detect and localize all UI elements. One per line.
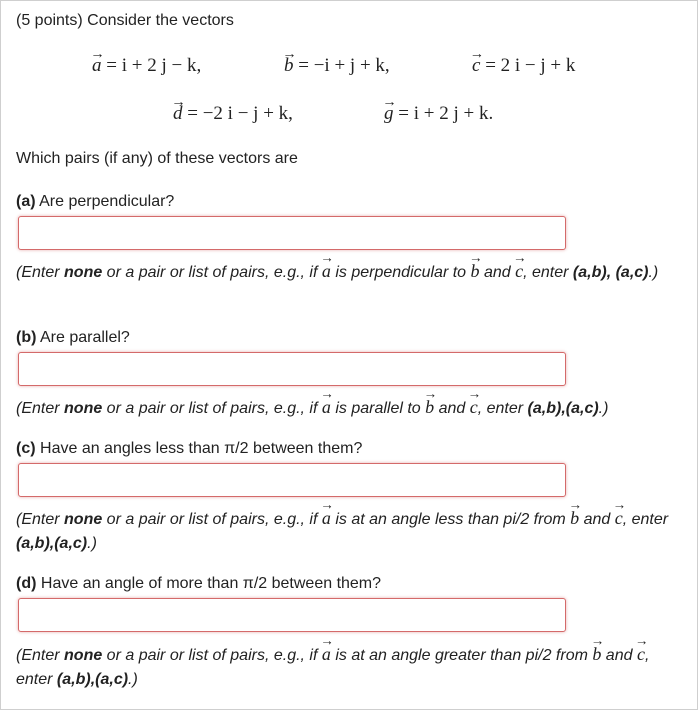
- hint-c-middle: or a pair or list of pairs, e.g., if: [102, 511, 322, 528]
- hint-c-relation: is at an angle less than pi/2 from: [330, 511, 571, 528]
- vector-c-expression: = 2 i − j + k: [485, 55, 576, 76]
- hint-d-vector-b: → b: [592, 642, 601, 666]
- hint-a-prefix: (Enter: [16, 264, 65, 281]
- vector-c-definition: [472, 55, 575, 77]
- vector-g-definition: [384, 103, 493, 125]
- question-b-prompt: [16, 329, 130, 347]
- vector-d-symbol: → d: [173, 103, 183, 125]
- question-a-label: (a): [16, 193, 36, 210]
- hint-d-suffix: .): [128, 671, 138, 688]
- question-d-prompt: [16, 575, 381, 593]
- question-d-hint: [16, 642, 681, 692]
- vector-b-definition: [284, 55, 390, 77]
- question-d-text: Have an angle of more than π/2 between them?: [40, 575, 382, 592]
- hint-b-and: and: [434, 400, 470, 417]
- hint-d-relation: is at an angle greater than pi/2 from: [330, 647, 593, 664]
- hint-a-enter: , enter: [523, 264, 573, 281]
- hint-b-prefix: (Enter: [16, 400, 65, 417]
- hint-d-enter: , enter: [16, 647, 650, 688]
- question-c-label: (c): [16, 440, 36, 457]
- hint-c-suffix: .): [87, 535, 97, 552]
- vector-d-definition: [173, 103, 293, 125]
- question-c-text: Have an angles less than π/2 between them?: [40, 440, 363, 457]
- hint-b-none: none: [64, 400, 103, 417]
- vector-c-symbol: → c: [472, 55, 480, 77]
- problem-intro: (5 points) Consider the vectors: [16, 12, 234, 29]
- question-a-prompt: [16, 193, 174, 211]
- answer-a-input[interactable]: [18, 216, 566, 250]
- hint-a-vector-c: → c: [515, 259, 523, 283]
- hint-d-vector-c: → c: [637, 642, 645, 666]
- question-a-text: Are perpendicular?: [39, 193, 175, 210]
- hint-b-vector-b: → b: [425, 395, 434, 419]
- hint-b-example: (a,b),(a,c): [527, 400, 599, 417]
- question-b-label: (b): [16, 329, 37, 346]
- hint-c-prefix: (Enter: [16, 511, 65, 528]
- hint-a-relation: is perpendicular to: [330, 264, 471, 281]
- hint-d-and: and: [601, 647, 637, 664]
- hint-b-suffix: .): [598, 400, 609, 417]
- answer-d-input[interactable]: [18, 598, 566, 632]
- question-a-hint: [16, 259, 681, 285]
- hint-b-relation: is parallel to: [330, 400, 426, 417]
- question-c-hint: [16, 506, 681, 556]
- hint-d-prefix: (Enter: [16, 647, 65, 664]
- hint-c-vector-c: → c: [615, 506, 623, 530]
- question-d-label: (d): [16, 575, 37, 592]
- hint-d-example: (a,b),(a,c): [56, 671, 129, 688]
- vector-a-symbol: → a: [92, 55, 102, 77]
- vector-d-expression: = −2 i − j + k,: [187, 103, 293, 124]
- hint-a-none: none: [64, 264, 103, 281]
- hint-d-vector-a: → a: [322, 642, 331, 666]
- answer-b-input[interactable]: [18, 352, 566, 386]
- vector-a-definition: [92, 55, 201, 77]
- hint-b-vector-c: → c: [470, 395, 478, 419]
- hint-c-and: and: [579, 511, 615, 528]
- hint-b-vector-a: → a: [322, 395, 331, 419]
- hint-d-middle: or a pair or list of pairs, e.g., if: [102, 647, 322, 664]
- vector-b-symbol: → b: [284, 55, 294, 77]
- hint-a-and: and: [479, 264, 516, 281]
- hint-a-suffix: .): [648, 264, 659, 281]
- hint-c-example: (a,b),(a,c): [16, 535, 88, 552]
- hint-c-vector-a: → a: [322, 506, 331, 530]
- question-b-text: Are parallel?: [40, 329, 130, 346]
- vector-g-symbol: → g: [384, 103, 394, 125]
- hint-b-enter: , enter: [477, 400, 528, 417]
- hint-d-none: none: [64, 647, 103, 664]
- vector-a-expression: = i + 2 j − k,: [106, 55, 202, 76]
- hint-b-middle: or a pair or list of pairs, e.g., if: [102, 400, 322, 417]
- hint-a-vector-a: → a: [322, 259, 331, 283]
- question-b-hint: [16, 395, 681, 421]
- hint-a-middle: or a pair or list of pairs, e.g., if: [102, 264, 322, 281]
- hint-a-example: (a,b), (a,c): [572, 264, 649, 281]
- vector-b-expression: = −i + j + k,: [298, 55, 390, 76]
- answer-c-input[interactable]: [18, 463, 566, 497]
- hint-a-vector-b: → b: [471, 259, 480, 283]
- hint-c-enter: , enter: [622, 511, 669, 528]
- question-c-prompt: [16, 440, 362, 458]
- vector-g-expression: = i + 2 j + k.: [398, 103, 494, 124]
- hint-c-none: none: [64, 511, 103, 528]
- question-lead: Which pairs (if any) of these vectors are: [16, 150, 298, 167]
- hint-c-vector-b: → b: [570, 506, 579, 530]
